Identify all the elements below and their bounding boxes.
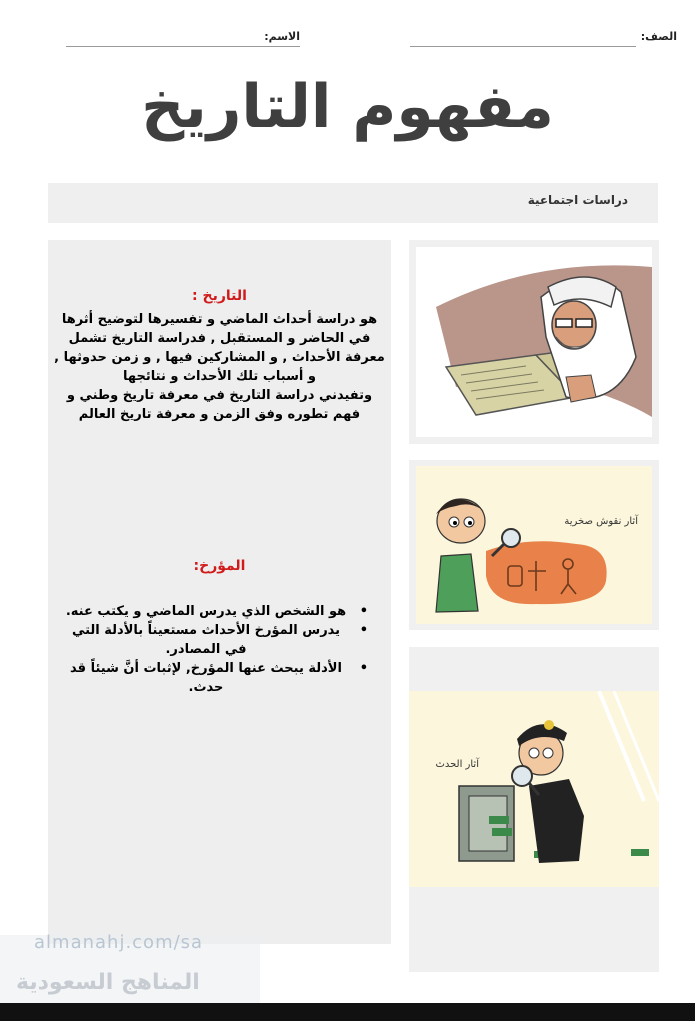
history-line: معرفة الأحداث , و المشاركين فيها , و زمن حدوثها , xyxy=(54,350,385,365)
history-line: وتفيدني دراسة التاريخ في معرفة تاريخ وطني و xyxy=(66,388,373,403)
name-label: الاسم: xyxy=(264,30,300,43)
image-card-reader xyxy=(409,240,659,444)
detective-safe-illustration xyxy=(409,691,659,887)
boy-rock-carvings-illustration xyxy=(416,466,652,624)
event-evidence-caption: آثار الحدث xyxy=(435,759,479,770)
history-definition xyxy=(48,310,391,424)
list-item: • الأدلة يبحث عنها المؤرخ, لإثبات أنَّ شيئاً قد حدث. xyxy=(70,661,368,695)
old-man-reading-illustration xyxy=(416,247,652,437)
history-line: في الحاضر و المستقبل , فدراسة التاريخ تشمل xyxy=(68,331,371,346)
watermark-url: almanahj.com/sa xyxy=(34,932,204,953)
history-line: هو دراسة أحداث الماضي و تفسيرها لتوضيح أثرها xyxy=(61,312,378,327)
history-line: فهم تطوره وفق الزمن و معرفة تاريخ العالم xyxy=(78,407,361,422)
subject-band xyxy=(48,183,658,223)
class-label: الصف: xyxy=(640,30,677,43)
list-item: • هو الشخص الذي يدرس الماضي و يكتب عنه. xyxy=(65,604,368,619)
historian-list xyxy=(56,602,386,697)
history-line: و أسباب تلك الأحداث و نتائجها xyxy=(123,369,316,384)
page-title: مفهوم التاريخ xyxy=(141,72,554,142)
historian-heading: المؤرخ: xyxy=(193,558,246,574)
image-card-event-evidence xyxy=(409,647,659,972)
bottom-bar xyxy=(0,1003,695,1021)
subject-label: دراسات اجتماعية xyxy=(527,193,628,207)
list-item: • يدرس المؤرخ الأحداث مستعيناً بالأدلة التي في المصادر. xyxy=(71,623,368,657)
text-panel xyxy=(48,240,391,944)
image-card-rock-carvings xyxy=(409,460,659,630)
watermark-arabic: المناهج السعودية xyxy=(16,970,200,995)
history-heading: التاريخ : xyxy=(192,288,247,304)
name-field[interactable] xyxy=(66,46,300,47)
class-field[interactable] xyxy=(410,46,636,47)
rock-carvings-caption: آثار نقوش صخرية xyxy=(564,516,638,527)
